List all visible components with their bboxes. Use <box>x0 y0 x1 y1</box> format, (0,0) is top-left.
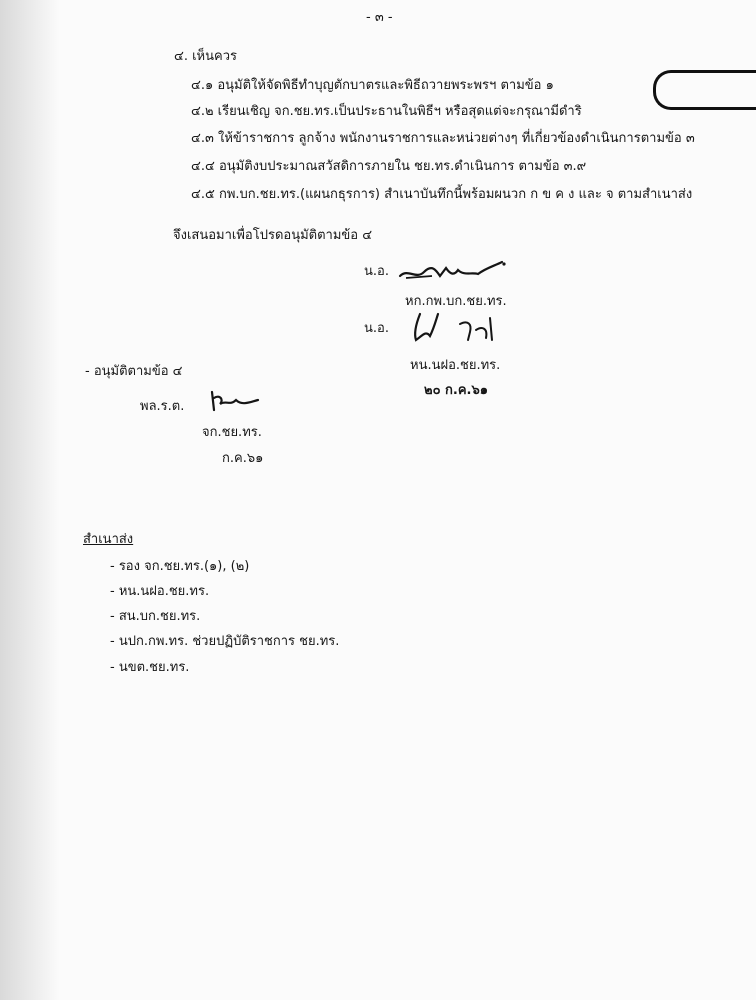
approval-date: ก.ค.๖๑ <box>222 451 264 466</box>
section-item-5: ๔.๕ กพ.บก.ชย.ทร.(แผนกธุรการ) สำเนาบันทึกนี้พร้อมผนวก ก ข ค ง และ จ ตามสำเนาส่ง <box>191 187 693 202</box>
approver-position: จก.ชย.ทร. <box>202 425 262 440</box>
approver-rank: พล.ร.ต. <box>140 399 185 414</box>
signature-prefix-1: น.อ. <box>364 264 389 279</box>
distribution-item-3: - สน.บก.ชย.ทร. <box>110 609 201 624</box>
section-item-3: ๔.๓ ให้ข้าราชการ ลูกจ้าง พนักงานราชการและหน่วยต่างๆ ที่เกี่ยวข้องดำเนินการตามข้อ ๓ <box>191 131 695 146</box>
section-item-4: ๔.๔ อนุมัติงบประมาณสวัสดิการภายใน ชย.ทร.ดำเนินการ ตามข้อ ๓.๙ <box>191 159 587 174</box>
approver-signature <box>206 388 262 414</box>
section-heading: ๔. เห็นควร <box>174 49 237 64</box>
signature-date: ๒๐ ก.ค.๖๑ <box>424 383 488 398</box>
handwritten-signature-1 <box>398 258 510 286</box>
binder-clip-mark <box>653 70 756 110</box>
signer-position-1: หก.กพ.บก.ชย.ทร. <box>405 294 507 309</box>
distribution-item-5: - นขต.ชย.ทร. <box>110 660 190 675</box>
section-item-2: ๔.๒ เรียนเชิญ จก.ชย.ทร.เป็นประธานในพิธีฯ หรือสุดแต่จะกรุณามีดำริ <box>191 104 582 119</box>
distribution-item-2: - หน.นฝอ.ชย.ทร. <box>110 584 210 599</box>
page-number: - ๓ - <box>366 10 393 25</box>
distribution-item-4: - นปก.กพ.ทร. ช่วยปฏิบัติราชการ ชย.ทร. <box>110 634 340 649</box>
distribution-heading: สำเนาส่ง <box>83 532 134 547</box>
section-item-1: ๔.๑ อนุมัติให้จัดพิธีทำบุญตักบาตรและพิธีถวายพระพรฯ ตามข้อ ๑ <box>191 78 554 93</box>
proposal-text: จึงเสนอมาเพื่อโปรดอนุมัติตามข้อ ๔ <box>173 228 373 243</box>
approval-text: - อนุมัติตามข้อ ๔ <box>85 364 183 379</box>
distribution-item-1: - รอง จก.ชย.ทร.(๑), (๒) <box>110 559 250 574</box>
signature-prefix-2: น.อ. <box>364 321 389 336</box>
handwritten-signature-2 <box>410 310 502 344</box>
page-edge-shadow <box>0 0 60 1000</box>
signer-position-2: หน.นฝอ.ชย.ทร. <box>410 358 501 373</box>
